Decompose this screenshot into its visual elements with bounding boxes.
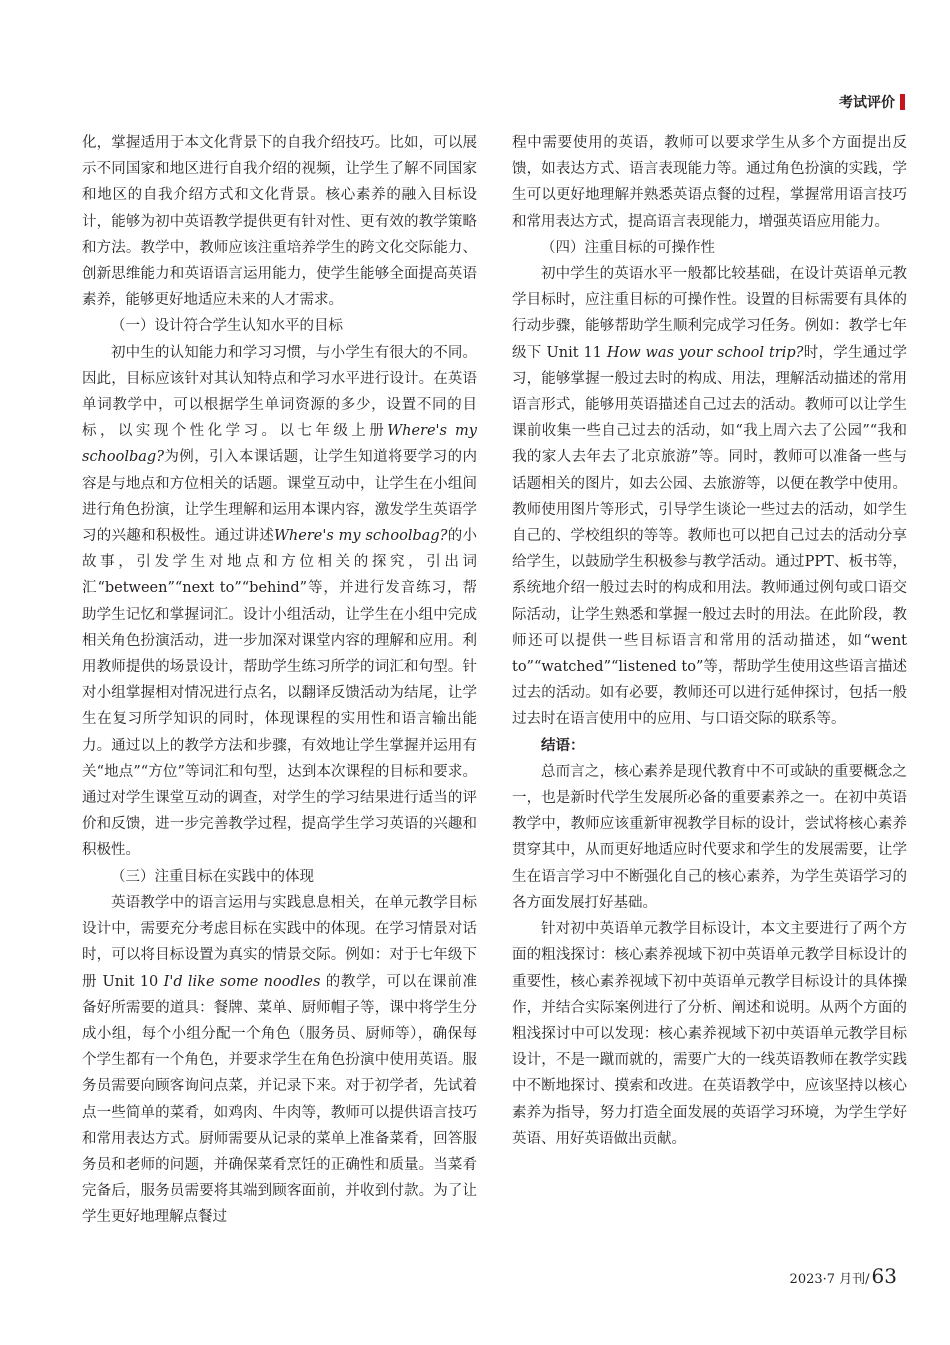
section-title: 考试评价 [839,95,895,111]
paragraph: 程中需要使用的英语，教师可以要求学生从多个方面提出反馈，如表达方式、语言表现能力等。通过角色扮演的实践，学生可以更好地理解并熟悉英语点餐的过程，掌握常用语言技巧和常用表达方式，提高语言表现能力，增强英语应用能力。 [512,135,907,230]
section-header [839,92,905,112]
subheading: （四）注重目标的可操作性 [541,239,715,256]
conclusion-heading: 结语： [541,736,585,754]
left-column [82,130,477,1231]
paragraph: 化，掌握适用于本文化背景下的自我介绍技巧。比如，可以展示不同国家和地区进行自我介绍的视频，让学生了解不同国家和地区的自我介绍方式和文化背景。核心素养的融入目标设计，能够为初中英语教学提供更有针对性、更有效的教学策略和方法。教学中，教师应该注重培养学生的跨文化交际能力、创新思维能力和英语语言运用能力，使学生能够全面提高英语素养，能够更好地适应未来的人才需求。 [82,135,477,309]
subheading: （三）注重目标在实践中的体现 [111,868,314,885]
subheading: （一）设计符合学生认知水平的目标 [111,318,343,335]
page-number: 63 [871,1264,897,1288]
page-footer [790,1264,897,1288]
right-column [512,130,907,1152]
section-marker [900,94,905,110]
paragraph: 英语教学中的语言运用与实践息息相关，在单元教学目标设计中，需要充分考虑目标在实践中的体现。在学习情景对话时，可以将目标设置为真实的情景交际。例如：对于七年级下册 Unit 10 I'd like some noodles 的教学，可以在课前准备好所需要的道具：餐牌、菜单、厨师帽子等，课中将学生分成小组，每个小组分配一个角色（服务员、厨师等），确保每个学生都有一个角色，并要求学生在角色扮演中使用英语。服务员需要向顾客询问点菜，并记录下来。对于初学者，先试着点一些简单的菜肴，如鸡肉、牛肉等，教师可以提供语言技巧和常用表达方式。厨师需要从记录的菜单上准备菜肴，回答服务员和老师的问题，并确保菜肴烹饪的正确性和质量。当菜肴完备后，服务员需要将其端到顾客面前，并收到付款。为了让学生更好地理解点餐过 [82,894,478,1226]
issue-label: 2023·7 月刊/ [789,1272,870,1287]
paragraph: 总而言之，核心素养是现代教育中不可或缺的重要概念之一，也是新时代学生发展所必备的重要素养之一。在初中英语教学中，教师应该重新审视教学目标的设计，尝试将核心素养贯穿其中，从而更好地适应时代要求和学生的发展需要，让学生在语言学习中不断强化自己的核心素养，为学生英语学习的各方面发展打好基础。 [512,763,907,911]
paragraph: 初中学生的英语水平一般都比较基础，在设计英语单元教学目标时，应注重目标的可操作性。设置的目标需要有具体的行动步骤，能够帮助学生顺利完成学习任务。例如：教学七年级下 Unit 11 How was your school trip?时，学生通过学习，能够掌握一般过去时的构成、用法，理解活动描述的常用语言形式，能够用英语描述自己过去的活动。教师可以让学生课前收集一些自己过去的活动，如“我上周六去了公园”“我和我的家人去年去了北京旅游”等。同时，教师可以准备一些与话题相关的图片，如去公园、去旅游等，以便在教学中使用。教师使用图片等形式，引导学生谈论一些过去的活动，如学生自己的、学校组织的等等。教师也可以把自己过去的活动分享给学生，以鼓励学生积极参与教学活动。通过PPT、板书等，系统地介绍一般过去时的构成和用法。教师通过例句或口语交际活动，让学生熟悉和掌握一般过去时的用法。在此阶段，教师还可以提供一些目标语言和常用的活动描述，如“went to”“watched”“listened to”等，帮助学生使用这些语言描述过去的活动。如有必要，教师还可以进行延伸探讨，包括一般过去时在语言使用中的应用、与口语交际的联系等。 [512,266,908,728]
paragraph: 针对初中英语单元教学目标设计，本文主要进行了两个方面的粗浅探讨：核心素养视域下初中英语单元教学目标设计的重要性，核心素养视域下初中英语单元教学目标设计的具体操作，并结合实际案例进行了分析、阐述和说明。从两个方面的粗浅探讨中可以发现：核心素养视域下初中英语单元教学目标设计，不是一蹴而就的，需要广大的一线英语教师在教学实践中不断地探讨、摸索和改进。在英语教学中，应该坚持以核心素养为指导，努力打造全面发展的英语学习环境，为学生学好英语、用好英语做出贡献。 [512,921,907,1147]
paragraph: 初中生的认知能力和学习习惯，与小学生有很大的不同。因此，目标应该针对其认知特点和学习水平进行设计。在英语单词教学中，可以根据学生单词资源的多少，设置不同的目标，以实现个性化学习。以七年级上册Where's my schoolbag?为例，引入本课话题，让学生知道将要学习的内容是与地点和方位相关的话题。课堂互动中，让学生在小组间进行角色扮演，让学生理解和运用本课内容，激发学生英语学习的兴趣和积极性。通过讲述Where's my schoolbag?的小故事，引发学生对地点和方位相关的探究，引出词汇“between”“next to”“behind”等，并进行发音练习，帮助学生记忆和掌握词汇。设计小组活动，让学生在小组中完成相关角色扮演活动，进一步加深对课堂内容的理解和应用。利用教师提供的场景设计，帮助学生练习所学的词汇和句型。针对小组掌握相对情况进行点名，以翻译反馈活动为结尾，让学生在复习所学知识的同时，体现课程的实用性和语言输出能力。通过以上的教学方法和步骤，有效地让学生掌握并运用有关“地点”“方位”等词汇和句型，达到本次课程的目标和要求。通过对学生课堂互动的调查，对学生的学习结果进行适当的评价和反馈，进一步完善教学过程，提高学生学习英语的兴趣和积极性。 [82,344,478,859]
